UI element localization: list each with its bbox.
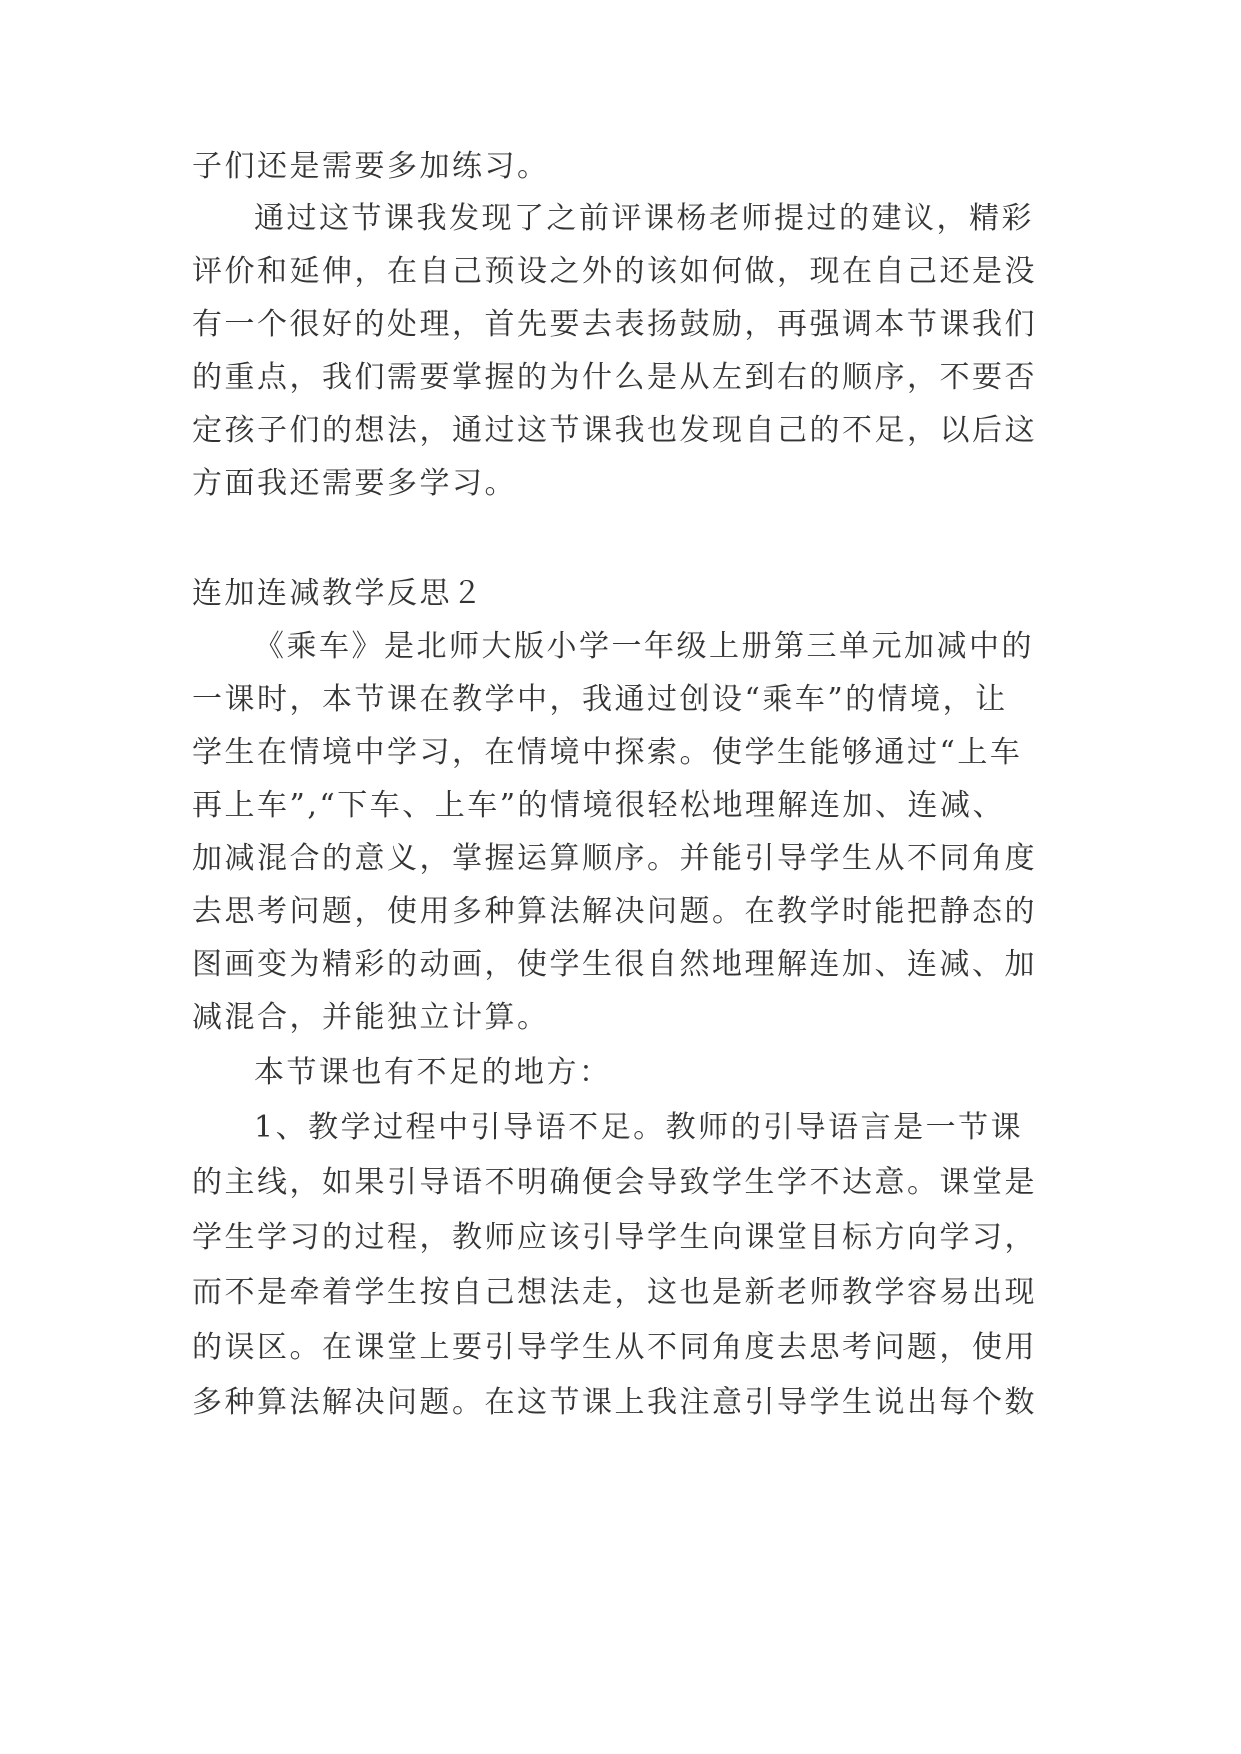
paragraph-start: 《乘车》是北师大版小学一年级上册第三单元加减中的	[254, 629, 1034, 664]
text-line: 子们还是需要多加练习。	[192, 149, 550, 184]
text-line: 再上车”,“下车、上车”的情境很轻松地理解连加、连减、	[192, 788, 1006, 823]
text-line: 多种算法解决问题。在这节课上我注意引导学生说出每个数	[192, 1385, 1037, 1420]
text-line: 减混合，并能独立计算。	[192, 1000, 550, 1035]
text-line: 一课时，本节课在教学中，我通过创设“乘车”的情境，让	[192, 682, 1008, 717]
paragraph-start: 本节课也有不足的地方：	[254, 1055, 612, 1090]
text-line: 去思考问题，使用多种算法解决问题。在教学时能把静态的	[192, 894, 1037, 929]
text-line: 有一个很好的处理，首先要去表扬鼓励，再强调本节课我们	[192, 307, 1037, 342]
list-item: 1、教学过程中引导语不足。教师的引导语言是一节课	[254, 1110, 1024, 1145]
text-line: 的重点，我们需要掌握的为什么是从左到右的顺序，不要否	[192, 360, 1037, 395]
text-line: 的主线，如果引导语不明确便会导致学生学不达意。课堂是	[192, 1165, 1037, 1200]
text-line: 学生学习的过程，教师应该引导学生向课堂目标方向学习，	[192, 1220, 1037, 1255]
text-line: 方面我还需要多学习。	[192, 466, 517, 501]
text-line: 而不是牵着学生按自己想法走，这也是新老师教学容易出现	[192, 1275, 1037, 1310]
paragraph-start: 通过这节课我发现了之前评课杨老师提过的建议，精彩	[254, 201, 1034, 236]
text-line: 的误区。在课堂上要引导学生从不同角度去思考问题，使用	[192, 1330, 1037, 1365]
text-line: 评价和延伸，在自己预设之外的该如何做，现在自己还是没	[192, 254, 1037, 289]
text-line: 图画变为精彩的动画，使学生很自然地理解连加、连减、加	[192, 947, 1037, 982]
text-line: 学生在情境中学习，在情境中探索。使学生能够通过“上车	[192, 735, 1023, 770]
text-line: 加减混合的意义，掌握运算顺序。并能引导学生从不同角度	[192, 841, 1037, 876]
text-line: 定孩子们的想法，通过这节课我也发现自己的不足，以后这	[192, 413, 1037, 448]
section-heading: 连加连减教学反思２	[192, 576, 485, 611]
